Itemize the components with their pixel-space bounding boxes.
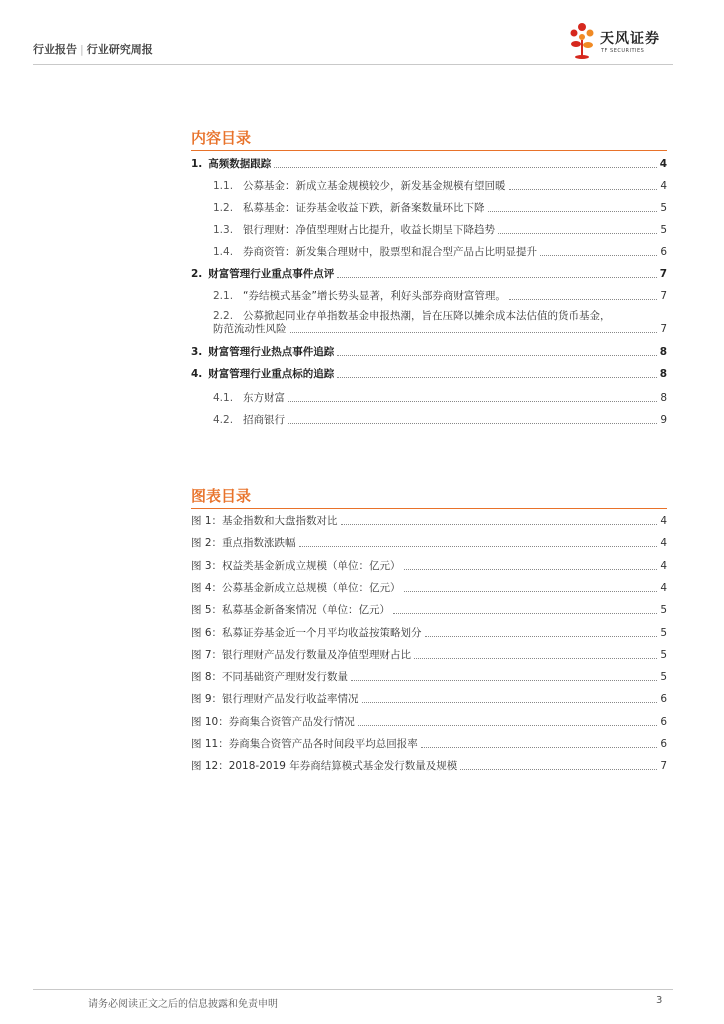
- dot-leader: [509, 189, 658, 190]
- contents-title-underline: [191, 150, 667, 151]
- figure-entry-line: [191, 693, 667, 706]
- contents-entry-text[interactable]: 财富管理行业热点事件追踪: [208, 346, 335, 358]
- contents-entry-number[interactable]: 1.2.: [213, 202, 234, 214]
- figure-entry-page[interactable]: 4: [660, 581, 667, 594]
- figure-entry-text[interactable]: 图 7：银行理财产品发行数量及净值型理财占比: [191, 648, 412, 661]
- contents-entry-number[interactable]: 2.: [191, 268, 203, 280]
- figure-entry[interactable]: [191, 604, 667, 617]
- dot-leader: [404, 591, 658, 592]
- contents-entry[interactable]: [191, 392, 667, 405]
- contents-entry-text[interactable]: 高频数据跟踪: [208, 158, 272, 170]
- contents-entry-number[interactable]: 4.2.: [213, 414, 234, 426]
- figure-entry-line: [191, 604, 667, 617]
- contents-entry-page[interactable]: 4: [659, 158, 667, 170]
- dot-leader: [288, 423, 657, 424]
- figures-title: 图表目录: [191, 487, 252, 505]
- contents-entry-line: [191, 346, 667, 359]
- logo-name-en: TF SECURITIES: [601, 48, 645, 54]
- figure-entry-line: [191, 716, 667, 729]
- figure-entry-text[interactable]: 图 12：2018-2019 年券商结算模式基金发行数量及规模: [191, 760, 458, 773]
- dot-leader: [425, 636, 658, 637]
- dot-leader: [540, 255, 657, 256]
- contents-entry-text[interactable]: 银行理财：净值型理财占比提升，收益长期呈下降趋势: [243, 224, 496, 236]
- contents-entry[interactable]: [191, 224, 667, 237]
- figure-entry-text[interactable]: 图 5：私募基金新备案情况（单位：亿元）: [191, 604, 391, 617]
- contents-entry-line: [191, 202, 667, 215]
- dot-leader: [274, 167, 656, 168]
- contents-entry-line: [191, 368, 667, 381]
- contents-entry[interactable]: [191, 268, 667, 281]
- figure-entry-line: [191, 560, 667, 573]
- figure-entry[interactable]: [191, 760, 667, 773]
- contents-entry-line: [191, 224, 667, 237]
- footer-disclaimer: 请务必阅读正文之后的信息披露和免责申明: [88, 999, 278, 1010]
- dot-leader: [509, 299, 657, 300]
- contents-entry-number[interactable]: 1.4.: [213, 246, 234, 258]
- dot-leader: [337, 377, 656, 378]
- contents-entry-number[interactable]: 2.1.: [213, 290, 234, 302]
- contents-entry-text[interactable]: 私募基金：证券基金收益下跌，新备案数量环比下降: [243, 202, 485, 214]
- breadcrumb-item-report-series: 行业研究周报: [86, 43, 153, 56]
- contents-entry-number[interactable]: 1.3.: [213, 224, 234, 236]
- contents-entry-text[interactable]: 财富管理行业重点事件点评: [208, 268, 335, 280]
- contents-entry-text[interactable]: 财富管理行业重点标的追踪: [208, 368, 335, 380]
- figure-entry-line: [191, 515, 667, 528]
- company-logo: [567, 20, 677, 64]
- figure-entry-page[interactable]: 6: [660, 715, 667, 728]
- contents-entry-text[interactable]: 公募基金：新成立基金规模较少，新发基金规模有望回暖: [243, 180, 506, 192]
- figure-entry-page[interactable]: 4: [660, 515, 667, 527]
- dot-leader: [362, 702, 658, 703]
- figure-entry[interactable]: [191, 515, 667, 528]
- contents-entry[interactable]: [191, 180, 667, 193]
- contents-entry[interactable]: [191, 246, 667, 259]
- contents-entry[interactable]: [191, 368, 667, 381]
- flower-logo-icon: [567, 20, 597, 60]
- contents-entry-label: [191, 246, 537, 259]
- figure-entry-page[interactable]: 4: [660, 537, 667, 550]
- figure-entry-line: [191, 671, 667, 684]
- contents-entry[interactable]: [191, 310, 667, 336]
- breadcrumb-separator: |: [80, 43, 84, 56]
- page-number: 3: [656, 995, 663, 1006]
- dot-leader: [288, 401, 657, 402]
- figure-entry-text[interactable]: 图 6：私募证券基金近一个月平均收益按策略划分: [191, 626, 422, 639]
- contents-entry-number[interactable]: 4.1.: [213, 392, 234, 404]
- figure-entry-text[interactable]: 图 10：券商集合资管产品发行情况: [191, 715, 355, 728]
- figure-entry-text[interactable]: 图 8：不同基础资产理财发行数量: [191, 671, 349, 684]
- contents-entry-label: [191, 414, 285, 427]
- contents-entry[interactable]: [191, 158, 667, 171]
- dot-leader: [414, 658, 657, 659]
- figure-entry-page[interactable]: 5: [660, 671, 667, 684]
- contents-entry-number[interactable]: 3.: [191, 346, 203, 358]
- figure-entry-text[interactable]: 图 3：权益类基金新成立规模（单位：亿元）: [191, 559, 401, 572]
- dot-leader: [404, 569, 658, 570]
- contents-entry-number[interactable]: 4.: [191, 368, 203, 380]
- contents-entry-page[interactable]: 4: [660, 180, 667, 192]
- contents-entry-text[interactable]: 东方财富: [243, 392, 286, 404]
- contents-entry-label: [191, 224, 495, 237]
- figure-entry[interactable]: [191, 671, 667, 684]
- contents-entry-page[interactable]: 6: [660, 246, 667, 258]
- contents-entry[interactable]: [191, 414, 667, 427]
- contents-entry-text[interactable]: 招商银行: [243, 414, 286, 426]
- dot-leader: [351, 680, 657, 681]
- figure-entry-line: [191, 738, 667, 751]
- contents-entry-page[interactable]: 5: [660, 202, 667, 214]
- figure-entry-text[interactable]: 图 9：银行理财产品发行收益率情况: [191, 693, 359, 706]
- dot-leader: [290, 332, 658, 333]
- figure-entry-text[interactable]: 图 2：重点指数涨跌幅: [191, 537, 296, 550]
- contents-entry-line: [191, 414, 667, 427]
- figure-entry[interactable]: [191, 582, 667, 595]
- figure-entry-page[interactable]: 5: [660, 648, 667, 661]
- figure-entry[interactable]: [191, 738, 667, 751]
- figure-entry[interactable]: [191, 560, 667, 573]
- figure-entry-line: [191, 582, 667, 595]
- contents-entry-label: [191, 368, 334, 381]
- breadcrumb: [33, 41, 153, 57]
- figure-entry-page[interactable]: 5: [660, 626, 667, 639]
- figure-entry-line: [191, 649, 667, 662]
- dot-leader: [337, 355, 656, 356]
- figures-title-underline: [191, 508, 667, 509]
- contents-entry-line: [191, 392, 667, 405]
- figure-entry-page[interactable]: 7: [660, 760, 667, 773]
- contents-entry-label: [191, 180, 506, 193]
- contents-entry-line: [191, 268, 667, 281]
- dot-leader: [421, 747, 658, 748]
- contents-entry-line: [191, 310, 667, 323]
- contents-entry-label: [191, 290, 506, 303]
- logo-name-cn: 天风证券: [600, 31, 660, 47]
- footer-divider: [33, 989, 673, 990]
- figure-entry[interactable]: [191, 693, 667, 706]
- figure-entry-line: [191, 760, 667, 773]
- contents-entry-number[interactable]: 2.2.: [213, 310, 234, 322]
- contents-entry-text[interactable]: 券商资管：新发集合理财中，股票型和混合型产品占比明显提升: [243, 246, 538, 258]
- header-divider: [33, 64, 673, 65]
- contents-entry-page[interactable]: 5: [660, 224, 667, 236]
- figure-entry-text[interactable]: 图 4：公募基金新成立总规模（单位：亿元）: [191, 581, 401, 594]
- contents-entry-page[interactable]: 7: [659, 268, 667, 280]
- contents-entry-text-continued[interactable]: 防范流动性风险: [213, 323, 287, 335]
- page-header: [0, 0, 724, 70]
- dot-leader: [393, 613, 657, 614]
- dot-leader: [358, 725, 658, 726]
- contents-entry-label: [191, 310, 611, 323]
- contents-entry[interactable]: [191, 290, 667, 303]
- contents-entry-label: [191, 346, 334, 359]
- contents-entry-page[interactable]: 8: [659, 346, 667, 358]
- contents-entry-label: [191, 202, 485, 215]
- dot-leader: [341, 524, 658, 525]
- contents-entry-text[interactable]: 公募掀起同业存单指数基金申报热潮，旨在压降以摊余成本法估值的货币基金，: [243, 310, 611, 322]
- contents-entry[interactable]: [191, 202, 667, 215]
- contents-entry-label: [191, 392, 285, 405]
- contents-title: 内容目录: [191, 129, 252, 147]
- figure-entry-page[interactable]: 5: [660, 604, 667, 617]
- contents-entry-line: [191, 290, 667, 303]
- dot-leader: [299, 546, 658, 547]
- figure-entry-page[interactable]: 6: [660, 738, 667, 750]
- contents-entry-page[interactable]: 7: [660, 290, 667, 302]
- contents-entry-page[interactable]: 8: [659, 368, 667, 380]
- contents-entry[interactable]: [191, 346, 667, 359]
- figure-entry-page[interactable]: 6: [660, 693, 667, 706]
- figure-entry-line: [191, 537, 667, 550]
- figure-entry[interactable]: [191, 649, 667, 662]
- contents-entry-text[interactable]: “券结模式基金”增长势头显著，利好头部券商财富管理。: [243, 290, 506, 302]
- dot-leader: [337, 277, 656, 278]
- contents-entry-page[interactable]: 7: [660, 323, 667, 335]
- contents-entry-line: [191, 323, 667, 336]
- figure-entry[interactable]: [191, 716, 667, 729]
- figure-entry-line: [191, 627, 667, 640]
- contents-entry-number[interactable]: 1.1.: [213, 180, 234, 192]
- breadcrumb-item-report-type: 行业报告: [33, 43, 77, 56]
- contents-entry-page[interactable]: 9: [660, 414, 667, 426]
- contents-entry-line: [191, 158, 667, 171]
- figure-entry-page[interactable]: 4: [660, 559, 667, 572]
- contents-entry-line: [191, 246, 667, 259]
- figure-entry-text[interactable]: 图 11：券商集合资管产品各时间段平均总回报率: [191, 738, 418, 750]
- figure-entry[interactable]: [191, 537, 667, 550]
- contents-entry-label: [191, 158, 271, 171]
- contents-entry-label: [191, 268, 334, 281]
- contents-entry-line: [191, 180, 667, 193]
- dot-leader: [498, 233, 657, 234]
- contents-entry-number[interactable]: 1.: [191, 158, 203, 170]
- dot-leader: [488, 211, 658, 212]
- figure-entry-text[interactable]: 图 1：基金指数和大盘指数对比: [191, 515, 338, 527]
- contents-entry-page[interactable]: 8: [660, 392, 667, 404]
- dot-leader: [460, 769, 657, 770]
- figure-entry[interactable]: [191, 627, 667, 640]
